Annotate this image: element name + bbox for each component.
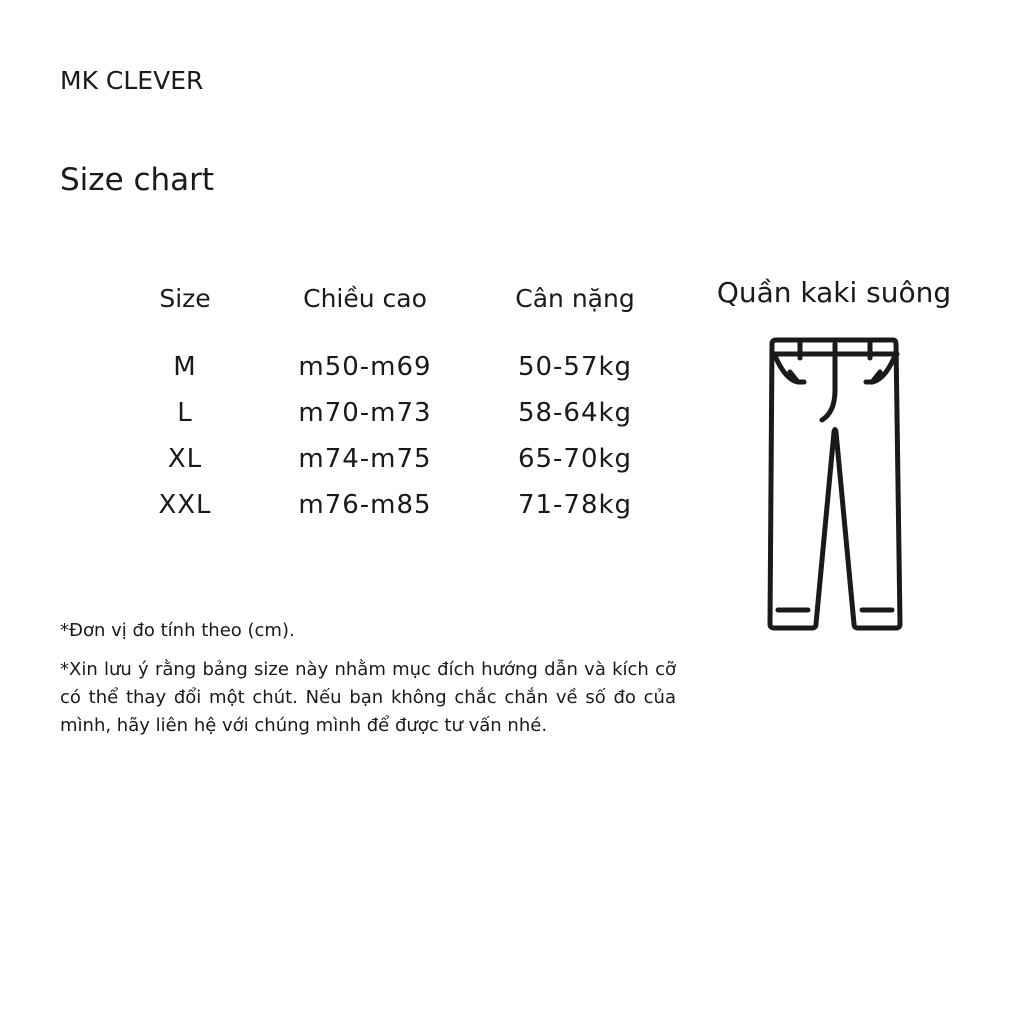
table-header-row xyxy=(120,278,670,318)
column-header-weight: Cân nặng xyxy=(515,283,635,313)
size-table xyxy=(120,278,670,528)
table-row xyxy=(120,390,670,436)
table-row xyxy=(120,482,670,528)
height-cell: m70-m73 xyxy=(298,398,432,428)
brand-name: MK CLEVER xyxy=(60,66,204,95)
weight-cell: 58-64kg xyxy=(517,398,633,428)
weight-cell: 50-57kg xyxy=(517,352,633,382)
height-cell: m74-m75 xyxy=(298,444,432,474)
height-cell: m76-m85 xyxy=(298,490,432,520)
page-title: Size chart xyxy=(60,162,215,198)
pants-icon xyxy=(760,332,910,632)
size-cell: XXL xyxy=(158,490,212,520)
table-row xyxy=(120,436,670,482)
table-row xyxy=(120,344,670,390)
height-cell: m50-m69 xyxy=(298,352,432,382)
disclaimer-note: *Xin lưu ý rằng bảng size này nhằm mục đích hướng dẫn và kích cỡ có thể thay đổi một chút. Nếu bạn không chắc chắn về số đo của mình, hãy liên hệ với chúng mình để được tư vấn nhé. xyxy=(60,659,676,736)
column-header-size: Size xyxy=(159,283,211,313)
column-header-height: Chiều cao xyxy=(303,283,427,313)
weight-cell: 65-70kg xyxy=(517,444,633,474)
size-cell: M xyxy=(173,352,197,382)
weight-cell: 71-78kg xyxy=(517,490,633,520)
size-cell: XL xyxy=(167,444,203,474)
unit-note: *Đơn vị đo tính theo (cm). xyxy=(60,620,295,641)
product-label: Quần kaki suông xyxy=(716,276,952,309)
size-cell: L xyxy=(177,398,193,428)
